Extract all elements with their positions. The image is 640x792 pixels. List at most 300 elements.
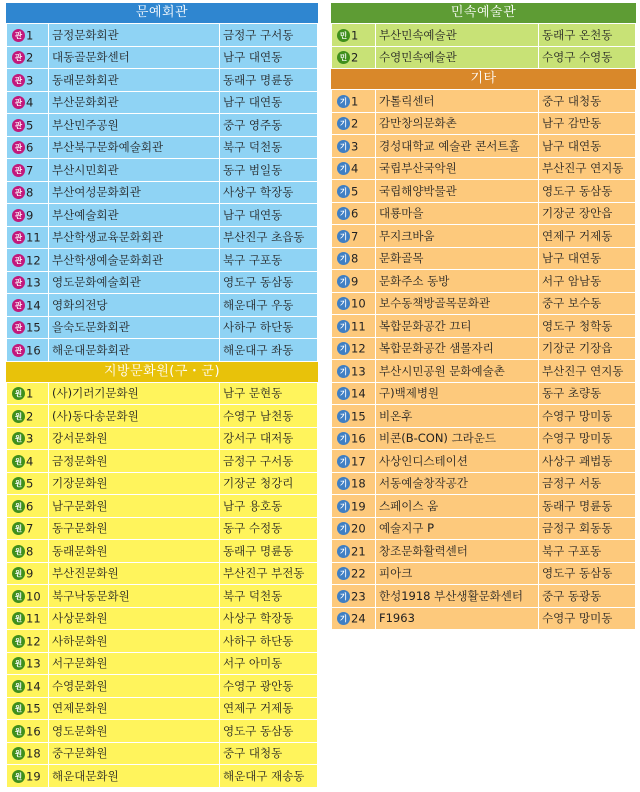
table-row [332, 540, 636, 563]
row-number-cell [7, 675, 49, 698]
table-row [7, 495, 318, 518]
venue-location: 해운대구 좌동 [220, 339, 318, 362]
venue-name: (사)기러기문화원 [49, 382, 220, 405]
row-number: 8 [351, 251, 359, 266]
venue-location: 영도구 청학동 [539, 315, 636, 338]
venue-location: 수영구 수영동 [539, 46, 636, 69]
row-number-cell [332, 202, 376, 225]
venue-location: 동구 범일동 [220, 159, 318, 182]
category-badge-icon: 원 [12, 567, 25, 580]
row-number-cell [332, 540, 376, 563]
venue-name: 부산민속예술관 [376, 24, 539, 47]
row-number: 11 [351, 319, 366, 333]
row-number: 24 [351, 611, 366, 626]
table-row [7, 294, 318, 317]
row-number-cell [332, 135, 376, 158]
venue-location: 남구 대연동 [220, 46, 318, 69]
category-badge-icon: 원 [12, 680, 25, 693]
venue-name: 복합문화공간 샘몰자리 [376, 337, 539, 360]
row-number: 7 [26, 163, 34, 177]
row-number: 16 [351, 431, 366, 446]
venue-name: 을숙도문화회관 [49, 316, 220, 339]
venue-location: 남구 용호동 [220, 495, 318, 518]
venue-name: 사상문화원 [49, 607, 220, 630]
venue-name: 구)백제병원 [376, 382, 539, 405]
table-row [7, 24, 318, 47]
row-number: 1 [351, 28, 359, 42]
section-header-jibang: 지방문화원(구・군) [6, 362, 318, 382]
category-badge-icon: 관 [12, 119, 25, 132]
venue-name: 무지크바움 [376, 225, 539, 248]
category-badge-icon: 기 [337, 477, 350, 490]
table-row [332, 585, 636, 608]
venue-name: 감만창의문화촌 [376, 112, 539, 135]
row-number: 1 [26, 28, 34, 42]
table-row [7, 316, 318, 339]
table-row [7, 249, 318, 272]
category-badge-icon: 원 [12, 522, 25, 535]
table-row [7, 159, 318, 182]
venue-location: 기장군 기장읍 [539, 337, 636, 360]
venue-location: 중구 동광동 [539, 585, 636, 608]
table-row [7, 607, 318, 630]
venue-name: 금정문화원 [49, 450, 220, 473]
row-number: 2 [26, 50, 34, 65]
category-badge-icon: 기 [337, 185, 350, 198]
venue-location: 영도구 동삼동 [539, 562, 636, 585]
table-row [7, 69, 318, 92]
venue-name: 서동예술창작공간 [376, 472, 539, 495]
table-row [332, 315, 636, 338]
row-number-cell [332, 315, 376, 338]
venue-location: 영도구 동삼동 [220, 720, 318, 743]
row-number: 19 [351, 499, 366, 513]
venue-name: 동래문화회관 [49, 69, 220, 92]
table-row [332, 46, 636, 69]
row-number-cell [7, 562, 49, 585]
venue-name: 중구문화원 [49, 742, 220, 765]
category-badge-icon: 원 [12, 387, 25, 400]
row-number-cell [332, 405, 376, 428]
table-row [332, 382, 636, 405]
venue-name: 대동골문화센터 [49, 46, 220, 69]
venue-location: 북구 덕천동 [220, 136, 318, 159]
table-row [7, 720, 318, 743]
venue-location: 사하구 하단동 [220, 630, 318, 653]
row-number: 14 [26, 298, 41, 312]
row-number: 4 [351, 161, 359, 176]
row-number-cell [7, 136, 49, 159]
table-row [332, 180, 636, 203]
venue-name: 문화골목 [376, 247, 539, 270]
row-number: 4 [26, 454, 34, 468]
venue-name: 비콘(B-CON) 그라운드 [376, 427, 539, 450]
row-number-cell [7, 24, 49, 47]
venue-location: 동구 초량동 [539, 382, 636, 405]
venue-name: 가톨릭센터 [376, 90, 539, 113]
venue-location: 북구 구포동 [539, 540, 636, 563]
row-number: 1 [26, 386, 34, 401]
table-row [332, 450, 636, 473]
category-badge-icon: 기 [337, 207, 350, 220]
venue-name: F1963 [376, 607, 539, 630]
row-number: 14 [351, 386, 366, 401]
venue-name: 해운대문화회관 [49, 339, 220, 362]
venue-location: 남구 문현동 [220, 382, 318, 405]
table-row [7, 517, 318, 540]
row-number: 9 [26, 566, 34, 581]
table-row [332, 202, 636, 225]
row-number: 15 [351, 409, 366, 423]
venue-location: 영도구 동삼동 [539, 180, 636, 203]
category-badge-icon: 관 [12, 164, 25, 177]
venue-name: 경성대학교 예술관 콘서트홀 [376, 135, 539, 158]
row-number-cell [7, 765, 49, 788]
row-number-cell [332, 157, 376, 180]
venue-name: 부산문화회관 [49, 91, 220, 114]
row-number: 6 [26, 499, 34, 513]
venue-name: 사상인디스테이션 [376, 450, 539, 473]
row-number: 2 [26, 409, 34, 423]
venue-location: 동래구 명륜동 [220, 540, 318, 563]
venue-location: 금정구 회동동 [539, 517, 636, 540]
table-row [7, 226, 318, 249]
table-row [332, 292, 636, 315]
table-jibang [6, 382, 318, 788]
table-row [7, 562, 318, 585]
row-number-cell [332, 607, 376, 630]
venue-name: 수영문화원 [49, 675, 220, 698]
venue-location: 사상구 학장동 [220, 607, 318, 630]
category-badge-icon: 관 [12, 231, 25, 244]
category-badge-icon: 관 [12, 96, 25, 109]
category-badge-icon: 관 [12, 51, 25, 64]
table-row [332, 517, 636, 540]
row-number-cell [332, 90, 376, 113]
venue-name: 연제문화원 [49, 697, 220, 720]
row-number: 23 [351, 589, 366, 603]
row-number: 12 [26, 634, 41, 648]
table-row [332, 360, 636, 383]
row-number: 18 [26, 746, 41, 761]
venue-location: 남구 대연동 [539, 135, 636, 158]
row-number: 3 [351, 139, 359, 153]
row-number-cell [332, 517, 376, 540]
venue-location: 연제구 거제동 [220, 697, 318, 720]
row-number-cell [7, 697, 49, 720]
table-row [332, 112, 636, 135]
table-row [7, 271, 318, 294]
category-badge-icon: 기 [337, 95, 350, 108]
row-number: 22 [351, 566, 366, 581]
venue-location: 기장군 장안읍 [539, 202, 636, 225]
row-number-cell [7, 630, 49, 653]
row-number-cell [7, 159, 49, 182]
venue-location: 북구 구포동 [220, 249, 318, 272]
category-badge-icon: 기 [337, 230, 350, 243]
row-number: 3 [26, 73, 34, 87]
category-badge-icon: 원 [12, 635, 25, 648]
category-badge-icon: 원 [12, 477, 25, 490]
row-number-cell [7, 46, 49, 69]
table-row [332, 472, 636, 495]
venue-location: 수영구 남천동 [220, 405, 318, 428]
venue-name: (사)동다송문화원 [49, 405, 220, 428]
row-number: 12 [351, 341, 366, 356]
row-number-cell [7, 181, 49, 204]
category-badge-icon: 원 [12, 455, 25, 468]
venue-location: 연제구 거제동 [539, 225, 636, 248]
row-number: 10 [26, 589, 41, 603]
category-badge-icon: 관 [12, 74, 25, 87]
section-header-minsok: 민속예술관 [331, 3, 636, 23]
row-number: 8 [26, 544, 34, 558]
table-munye [6, 23, 318, 362]
venue-location: 금정구 서동 [539, 472, 636, 495]
category-badge-icon: 관 [12, 141, 25, 154]
row-number-cell [7, 472, 49, 495]
venue-location: 강서구 대저동 [220, 427, 318, 450]
venue-location: 기장군 청강리 [220, 472, 318, 495]
row-number: 17 [351, 454, 366, 468]
row-number-cell [7, 271, 49, 294]
table-row [7, 136, 318, 159]
venue-location: 부산진구 초읍동 [220, 226, 318, 249]
row-number: 5 [26, 476, 34, 491]
row-number-cell [332, 495, 376, 518]
venue-name: 비온후 [376, 405, 539, 428]
category-badge-icon: 원 [12, 612, 25, 625]
venue-name: 부산학생예술문화회관 [49, 249, 220, 272]
venue-location: 중구 대청동 [220, 742, 318, 765]
row-number: 18 [351, 476, 366, 491]
table-row [7, 405, 318, 428]
table-row [7, 675, 318, 698]
venue-name: 피아크 [376, 562, 539, 585]
row-number: 10 [351, 296, 366, 311]
row-number: 16 [26, 724, 41, 738]
venue-location: 해운대구 우동 [220, 294, 318, 317]
venue-name: 동구문화원 [49, 517, 220, 540]
venue-location: 동구 수정동 [220, 517, 318, 540]
category-badge-icon: 원 [12, 747, 25, 760]
row-number-cell [332, 180, 376, 203]
category-badge-icon: 원 [12, 590, 25, 603]
row-number-cell [7, 495, 49, 518]
venue-name: 부산학생교육문화회관 [49, 226, 220, 249]
venue-location: 동래구 온천동 [539, 24, 636, 47]
row-number: 12 [26, 253, 41, 267]
row-number-cell [332, 450, 376, 473]
left-column [6, 3, 318, 788]
row-number-cell [332, 247, 376, 270]
venue-name: 보수동책방골목문화관 [376, 292, 539, 315]
table-row [332, 405, 636, 428]
category-badge-icon: 기 [337, 140, 350, 153]
right-column [331, 3, 636, 630]
table-row [7, 540, 318, 563]
table-row [332, 337, 636, 360]
venue-name: 국립해양박물관 [376, 180, 539, 203]
venue-location: 영도구 동삼동 [220, 271, 318, 294]
category-badge-icon: 관 [12, 209, 25, 222]
table-row [7, 630, 318, 653]
row-number-cell [7, 720, 49, 743]
venue-location: 서구 암남동 [539, 270, 636, 293]
venue-name: 대룡마을 [376, 202, 539, 225]
row-number-cell [332, 46, 376, 69]
row-number: 9 [351, 274, 359, 288]
category-badge-icon: 기 [337, 162, 350, 175]
venue-location: 동래구 명륜동 [220, 69, 318, 92]
row-number: 11 [26, 611, 41, 626]
venue-location: 부산진구 부전동 [220, 562, 318, 585]
venue-name: 복합문화공간 끄티 [376, 315, 539, 338]
row-number-cell [332, 112, 376, 135]
table-row [332, 495, 636, 518]
category-badge-icon: 기 [337, 117, 350, 130]
venue-location: 중구 영주동 [220, 114, 318, 137]
table-minsok [331, 23, 636, 69]
table-row [332, 427, 636, 450]
row-number-cell [332, 225, 376, 248]
category-badge-icon: 기 [337, 567, 350, 580]
row-number-cell [332, 585, 376, 608]
row-number: 2 [351, 50, 359, 65]
row-number: 4 [26, 95, 34, 110]
venue-name: 북구낙동문화원 [49, 585, 220, 608]
venue-name: 문화주소 동방 [376, 270, 539, 293]
row-number-cell [7, 607, 49, 630]
category-badge-icon: 기 [337, 252, 350, 265]
table-row [332, 225, 636, 248]
row-number: 15 [26, 320, 41, 335]
row-number: 2 [351, 116, 359, 131]
table-row [332, 270, 636, 293]
category-badge-icon: 기 [337, 590, 350, 603]
category-badge-icon: 기 [337, 342, 350, 355]
row-number: 6 [351, 206, 359, 221]
row-number: 21 [351, 544, 366, 558]
row-number-cell [7, 742, 49, 765]
venue-name: 창조문화활력센터 [376, 540, 539, 563]
venue-location: 북구 덕천동 [220, 585, 318, 608]
row-number-cell [7, 427, 49, 450]
venue-name: 부산시민공원 문화예술촌 [376, 360, 539, 383]
venue-location: 사상구 학장동 [220, 181, 318, 204]
table-row [7, 91, 318, 114]
row-number: 1 [351, 94, 359, 108]
venue-location: 사하구 하단동 [220, 316, 318, 339]
category-badge-icon: 관 [12, 29, 25, 42]
table-gita [331, 89, 636, 630]
venue-name: 부산진문화원 [49, 562, 220, 585]
category-badge-icon: 기 [337, 365, 350, 378]
venue-location: 해운대구 재송동 [220, 765, 318, 788]
row-number-cell [7, 517, 49, 540]
row-number-cell [7, 652, 49, 675]
category-badge-icon: 원 [12, 500, 25, 513]
venue-name: 영도문화예술회관 [49, 271, 220, 294]
row-number-cell [7, 585, 49, 608]
venue-name: 강서문화원 [49, 427, 220, 450]
row-number: 13 [351, 364, 366, 378]
category-badge-icon: 기 [337, 500, 350, 513]
venue-location: 금정구 구서동 [220, 24, 318, 47]
venue-name: 수영민속예술관 [376, 46, 539, 69]
venue-location: 남구 대연동 [220, 204, 318, 227]
row-number-cell [332, 337, 376, 360]
venue-name: 사하문화원 [49, 630, 220, 653]
venue-location: 남구 감만동 [539, 112, 636, 135]
category-badge-icon: 기 [337, 410, 350, 423]
row-number: 6 [26, 140, 34, 155]
category-badge-icon: 원 [12, 770, 25, 783]
row-number-cell [7, 226, 49, 249]
row-number: 7 [26, 521, 34, 536]
row-number-cell [7, 114, 49, 137]
category-badge-icon: 민 [337, 29, 350, 42]
row-number-cell [332, 292, 376, 315]
venue-name: 동래문화원 [49, 540, 220, 563]
category-badge-icon: 기 [337, 545, 350, 558]
section-header-gita: 기타 [331, 69, 636, 89]
category-badge-icon: 기 [337, 455, 350, 468]
category-badge-icon: 기 [337, 275, 350, 288]
venue-location: 금정구 구서동 [220, 450, 318, 473]
table-row [332, 157, 636, 180]
category-badge-icon: 민 [337, 51, 350, 64]
table-row [7, 697, 318, 720]
category-badge-icon: 관 [12, 254, 25, 267]
row-number: 7 [351, 229, 359, 243]
table-row [7, 585, 318, 608]
venue-location: 서구 아미동 [220, 652, 318, 675]
venue-name: 부산여성문화회관 [49, 181, 220, 204]
venue-name: 서구문화원 [49, 652, 220, 675]
venue-location: 남구 대연동 [220, 91, 318, 114]
category-badge-icon: 원 [12, 702, 25, 715]
category-badge-icon: 기 [337, 297, 350, 310]
row-number: 15 [26, 701, 41, 716]
venue-location: 수영구 망미동 [539, 427, 636, 450]
venue-name: 예술지구 P [376, 517, 539, 540]
category-badge-icon: 관 [12, 186, 25, 199]
row-number-cell [7, 91, 49, 114]
venue-name: 한성1918 부산생활문화센터 [376, 585, 539, 608]
table-row [7, 765, 318, 788]
table-row [332, 24, 636, 47]
row-number-cell [7, 339, 49, 362]
category-badge-icon: 기 [337, 432, 350, 445]
row-number-cell [7, 294, 49, 317]
row-number-cell [332, 382, 376, 405]
category-badge-icon: 원 [12, 725, 25, 738]
venue-location: 부산진구 연지동 [539, 157, 636, 180]
venue-location: 수영구 망미동 [539, 607, 636, 630]
venue-name: 스페이스 움 [376, 495, 539, 518]
category-badge-icon: 관 [12, 276, 25, 289]
row-number: 13 [26, 275, 41, 290]
table-row [7, 742, 318, 765]
section-header-munye: 문예회관 [6, 3, 318, 23]
row-number-cell [7, 405, 49, 428]
row-number: 16 [26, 343, 41, 357]
category-badge-icon: 원 [12, 657, 25, 670]
row-number-cell [7, 316, 49, 339]
row-number-cell [332, 427, 376, 450]
table-row [7, 450, 318, 473]
